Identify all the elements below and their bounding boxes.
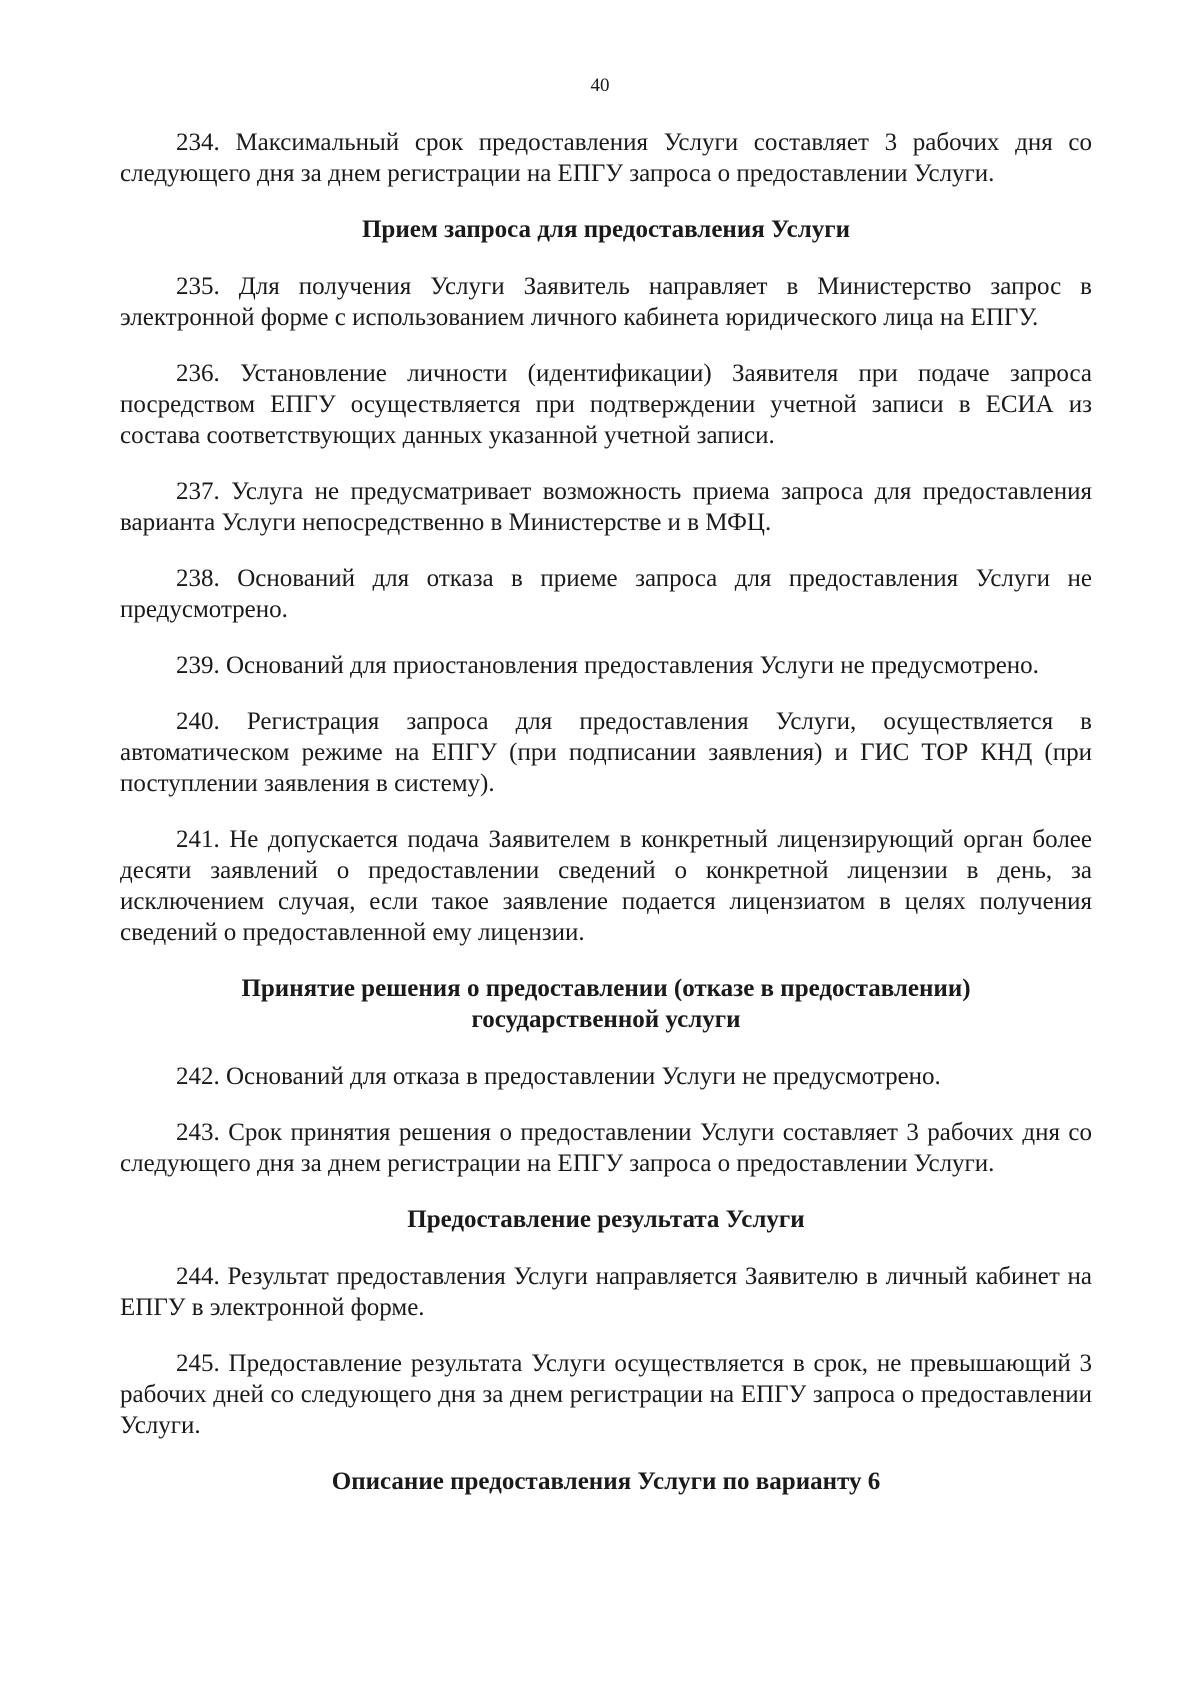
paragraph-244: 244. Результат предоставления Услуги направляется Заявителю в личный кабинет на ЕПГУ в электронной форме. [120,1263,1092,1321]
heading-decision-line: Принятие решения о предоставлении (отказе в предоставлении) [241,975,971,1002]
page-number: 40 [590,75,610,96]
paragraph-243: 243. Срок принятия решения о предоставлении Услуги составляет 3 рабочих дня со следующего дня за днем регистрации на ЕПГУ запроса о предоставлении Услуги. [120,1119,1092,1177]
paragraph-240: 240. Регистрация запроса для предоставления Услуги, осуществляется в автоматическом режиме на ЕПГУ (при подписании заявления) и ГИС ТОР КНД (при поступлении заявления в систему). [120,708,1092,797]
document-body [120,127,1092,1523]
paragraph-241: 241. Не допускается подача Заявителем в конкретный лицензирующий орган более десяти заявлений о предоставлении сведений о конкретной лицензии в день, за исключением случая, если такое заявление подается лицензиатом в целях получения сведений о предоставленной ему лицензии. [120,826,1092,946]
paragraph-245: 245. Предоставление результата Услуги осуществляется в срок, не превышающий 3 рабочих дней со следующего дня за днем регистрации на ЕПГУ запроса о предоставлении Услуги. [120,1350,1092,1439]
heading-variant-6: Описание предоставления Услуги по варианту 6 [331,1468,881,1495]
heading-result-provision: Предоставление результата Услуги [407,1206,805,1233]
paragraph-235: 235. Для получения Услуги Заявитель направляет в Министерство запрос в электронной форме с использованием личного кабинета юридического лица на ЕПГУ. [120,273,1092,331]
heading-decision [120,973,1092,1035]
heading-request-reception: Прием запроса для предоставления Услуги [361,216,851,243]
paragraph-242: 242. Оснований для отказа в предоставлении Услуги не предусмотрено. [176,1063,941,1090]
paragraph-238: 238. Оснований для отказа в приеме запроса для предоставления Услуги не предусмотрено. [120,565,1092,623]
paragraph-236: 236. Установление личности (идентификации) Заявителя при подаче запроса посредством ЕПГУ осуществляется при подтверждении учетной записи в ЕСИА из состава соответствующих данных указанной учетной записи. [120,360,1092,449]
paragraph-234: 234. Максимальный срок предоставления Услуги составляет 3 рабочих дня со следующего дня за днем регистрации на ЕПГУ запроса о предоставлении Услуги. [120,129,1092,187]
paragraph-237: 237. Услуга не предусматривает возможность приема запроса для предоставления варианта Услуги непосредственно в Министерстве и в МФЦ. [120,478,1092,536]
paragraph-239: 239. Оснований для приостановления предоставления Услуги не предусмотрено. [176,652,1039,679]
heading-decision-line: государственной услуги [471,1006,741,1033]
